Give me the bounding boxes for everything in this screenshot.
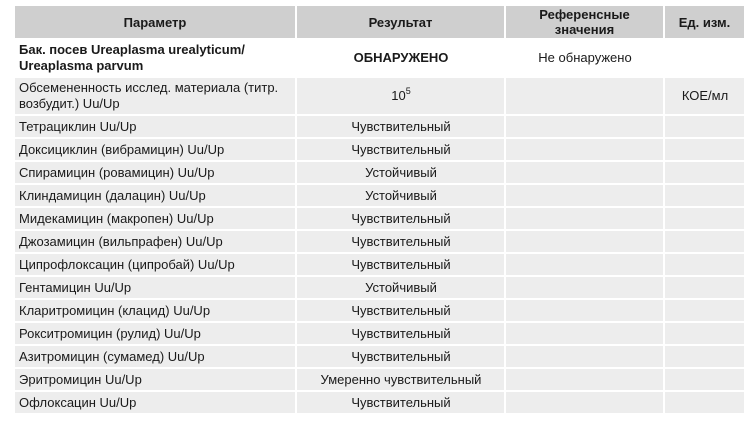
- titer-exponent: 5: [405, 86, 411, 96]
- antibiotic-result: Чувствительный: [297, 116, 504, 137]
- antibiotic-row: [15, 231, 744, 252]
- antibiotic-result: Чувствительный: [297, 139, 504, 160]
- antibiotic-unit: [665, 208, 744, 229]
- titer-unit: КОЕ/мл: [665, 78, 744, 114]
- antibiotic-reference: [506, 185, 663, 206]
- antibiotic-row: [15, 116, 744, 137]
- antibiotic-result: Чувствительный: [297, 323, 504, 344]
- antibiotic-reference: [506, 208, 663, 229]
- antibiotic-row: [15, 185, 744, 206]
- titer-result: [297, 78, 504, 114]
- culture-result: ОБНАРУЖЕНО: [297, 40, 504, 76]
- antibiotic-name: Рокситромицин (рулид) Uu/Up: [15, 323, 295, 344]
- antibiotic-reference: [506, 346, 663, 367]
- results-table: [13, 4, 746, 415]
- antibiotic-name: Кларитромицин (клацид) Uu/Up: [15, 300, 295, 321]
- antibiotic-reference: [506, 231, 663, 252]
- antibiotic-result: Чувствительный: [297, 208, 504, 229]
- antibiotic-name: Эритромицин Uu/Up: [15, 369, 295, 390]
- antibiotic-name: Спирамицин (ровамицин) Uu/Up: [15, 162, 295, 183]
- antibiotic-result: Устойчивый: [297, 185, 504, 206]
- header-param: Параметр: [15, 6, 295, 38]
- antibiotic-reference: [506, 254, 663, 275]
- header-unit: Ед. изм.: [665, 6, 744, 38]
- antibiotic-unit: [665, 392, 744, 413]
- antibiotic-row: [15, 369, 744, 390]
- antibiotic-name: Клиндамицин (далацин) Uu/Up: [15, 185, 295, 206]
- titer-param: Обсемененность исслед. материала (титр. возбудит.) Uu/Up: [15, 78, 295, 114]
- titer-base: 10: [391, 88, 406, 103]
- antibiotic-unit: [665, 116, 744, 137]
- antibiotic-name: Ципрофлоксацин (ципробай) Uu/Up: [15, 254, 295, 275]
- antibiotic-result: Чувствительный: [297, 392, 504, 413]
- antibiotic-name: Джозамицин (вильпрафен) Uu/Up: [15, 231, 295, 252]
- antibiotic-name: Гентамицин Uu/Up: [15, 277, 295, 298]
- antibiotic-name: Азитромицин (сумамед) Uu/Up: [15, 346, 295, 367]
- culture-param: Бак. посев Ureaplasma urealyticum/ Ureaplasma parvum: [15, 40, 295, 76]
- antibiotic-unit: [665, 300, 744, 321]
- antibiotic-reference: [506, 369, 663, 390]
- header-reference: Референсные значения: [506, 6, 663, 38]
- antibiotic-row: [15, 254, 744, 275]
- antibiotic-row: [15, 300, 744, 321]
- antibiotic-result: Чувствительный: [297, 231, 504, 252]
- antibiotic-row: [15, 346, 744, 367]
- antibiotic-unit: [665, 231, 744, 252]
- antibiotic-name: Офлоксацин Uu/Up: [15, 392, 295, 413]
- antibiotic-unit: [665, 346, 744, 367]
- antibiotic-result: Умеренно чувствительный: [297, 369, 504, 390]
- antibiotic-reference: [506, 116, 663, 137]
- antibiotic-result: Чувствительный: [297, 346, 504, 367]
- titer-row: [15, 78, 744, 114]
- header-result: Результат: [297, 6, 504, 38]
- antibiotic-row: [15, 139, 744, 160]
- culture-unit: [665, 40, 744, 76]
- culture-row: [15, 40, 744, 76]
- antibiotic-unit: [665, 254, 744, 275]
- antibiotic-row: [15, 323, 744, 344]
- antibiotic-row: [15, 162, 744, 183]
- titer-reference: [506, 78, 663, 114]
- antibiotic-unit: [665, 162, 744, 183]
- antibiotic-row: [15, 208, 744, 229]
- antibiotic-name: Мидекамицин (макропен) Uu/Up: [15, 208, 295, 229]
- antibiotic-row: [15, 392, 744, 413]
- antibiotic-unit: [665, 185, 744, 206]
- antibiotic-unit: [665, 369, 744, 390]
- antibiotic-name: Доксициклин (вибрамицин) Uu/Up: [15, 139, 295, 160]
- antibiotic-reference: [506, 139, 663, 160]
- antibiotic-unit: [665, 277, 744, 298]
- antibiotic-reference: [506, 300, 663, 321]
- antibiotic-unit: [665, 139, 744, 160]
- culture-reference: Не обнаружено: [506, 40, 663, 76]
- antibiotic-result: Устойчивый: [297, 277, 504, 298]
- antibiotic-reference: [506, 277, 663, 298]
- header-row: [15, 6, 744, 38]
- antibiotic-row: [15, 277, 744, 298]
- antibiotic-unit: [665, 323, 744, 344]
- antibiotic-result: Устойчивый: [297, 162, 504, 183]
- antibiotic-reference: [506, 323, 663, 344]
- antibiotic-result: Чувствительный: [297, 254, 504, 275]
- antibiotic-name: Тетрациклин Uu/Up: [15, 116, 295, 137]
- antibiotic-result: Чувствительный: [297, 300, 504, 321]
- antibiotic-reference: [506, 162, 663, 183]
- antibiotic-reference: [506, 392, 663, 413]
